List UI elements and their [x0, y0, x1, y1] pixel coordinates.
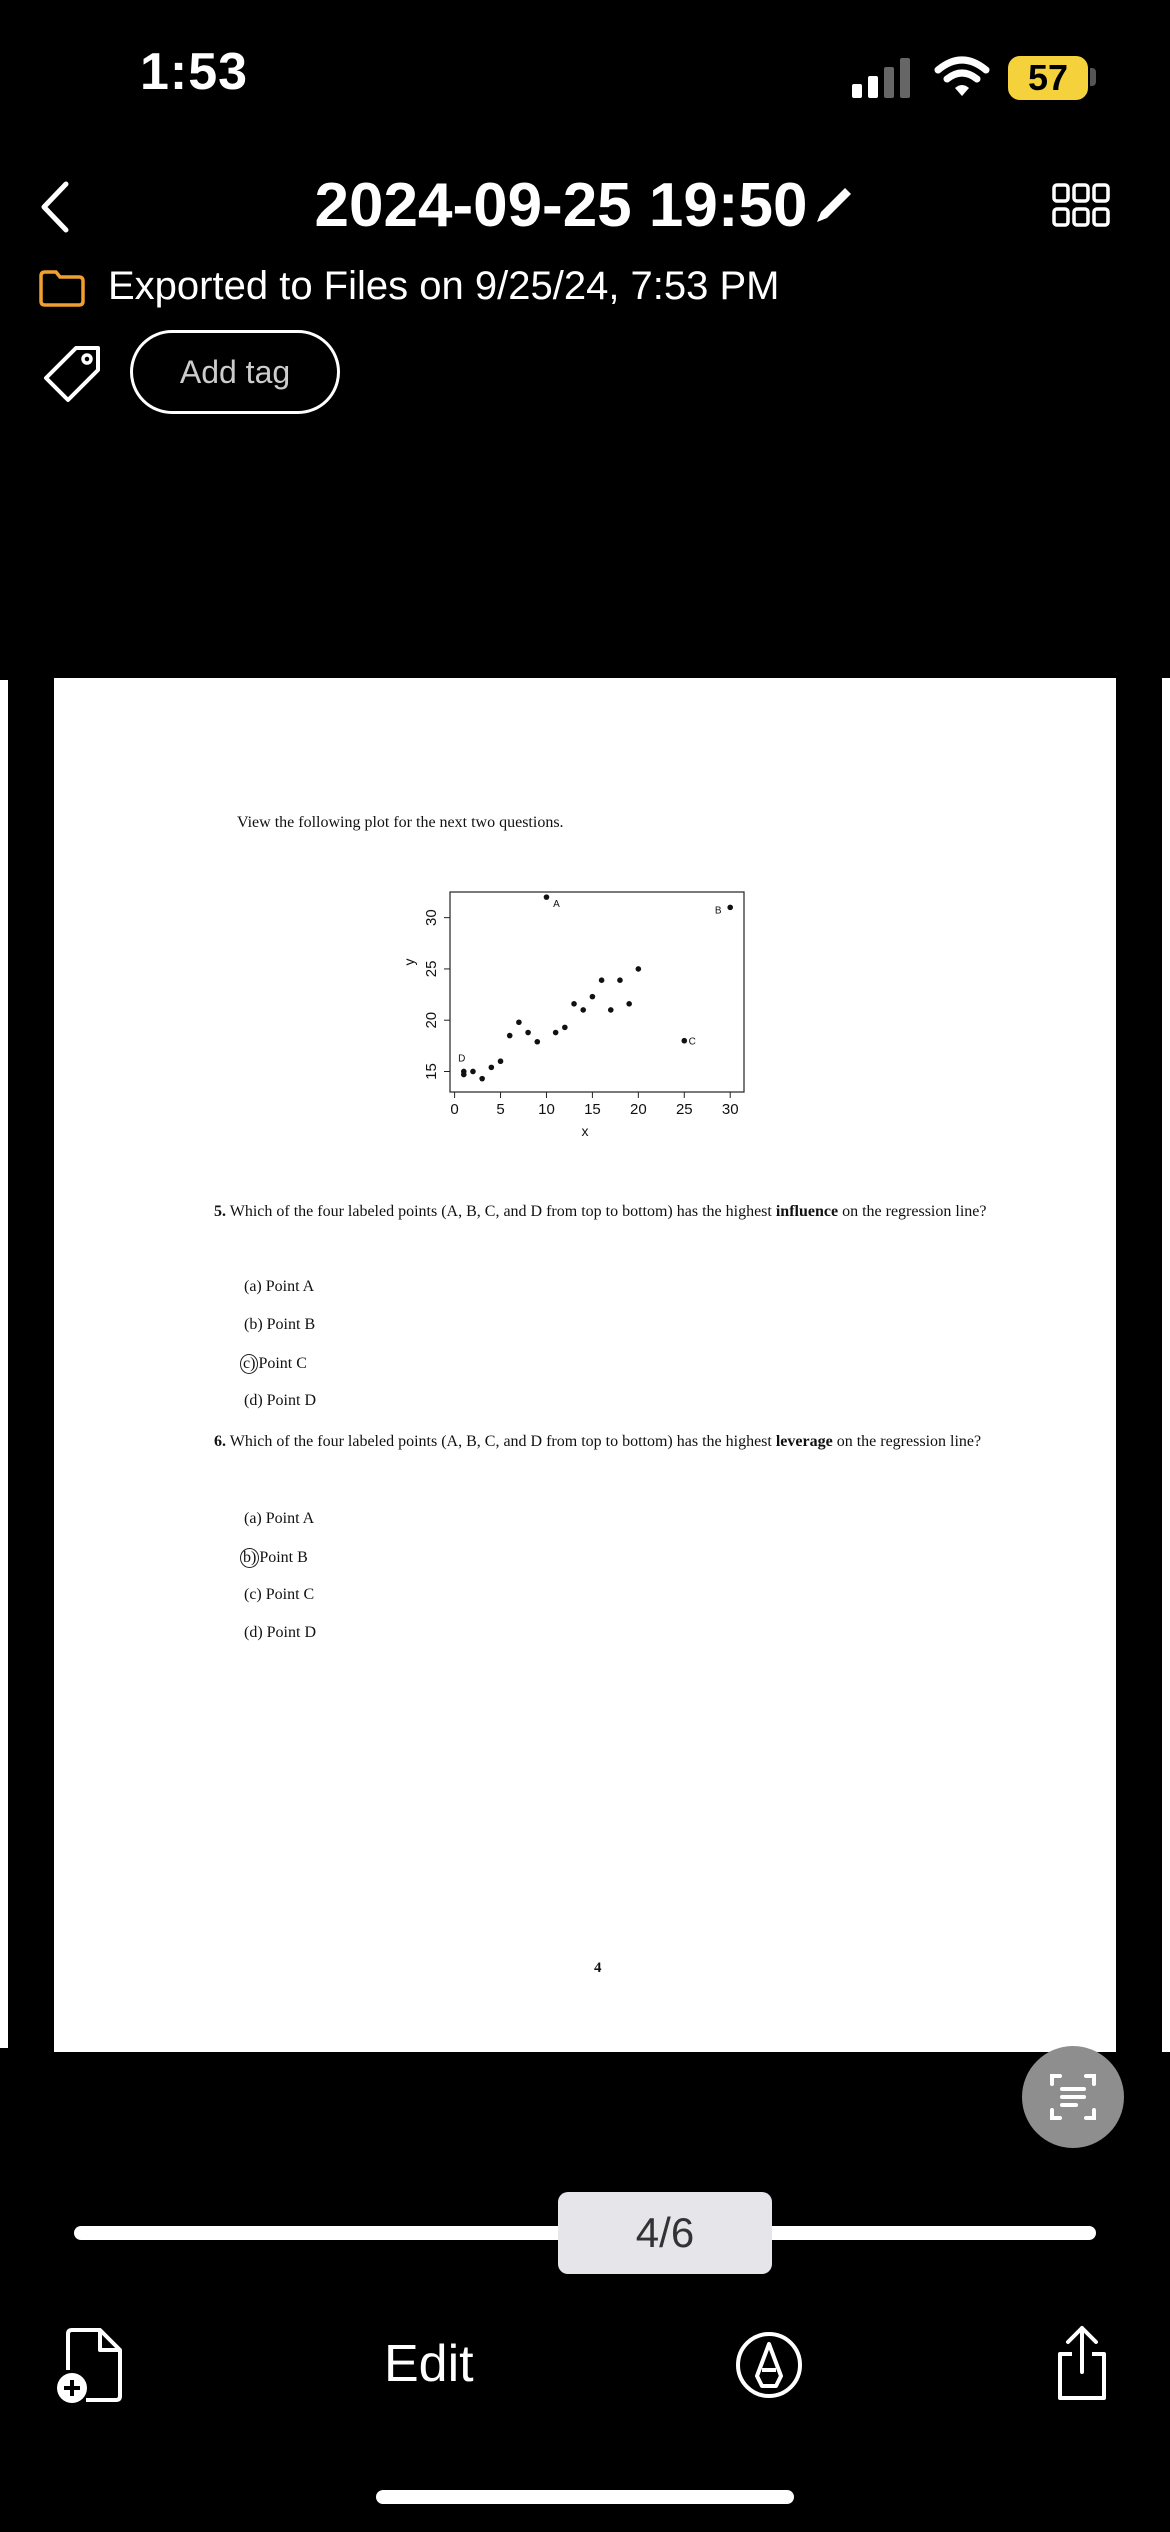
- data-point: [562, 1025, 568, 1031]
- x-tick-label: 5: [496, 1101, 505, 1118]
- markup-icon[interactable]: [734, 2330, 804, 2400]
- question-5-text: Which of the four labeled points (A, B, C, and D from top to bottom) has the highest: [229, 1203, 776, 1220]
- point-label-d: D: [458, 1053, 466, 1065]
- data-point: [571, 1001, 577, 1007]
- labeled-point-c: [681, 1038, 687, 1044]
- page-number: 4: [594, 1960, 602, 1976]
- data-point: [525, 1030, 531, 1036]
- x-tick-label: 10: [538, 1101, 555, 1118]
- point-label-a: A: [553, 899, 560, 911]
- data-point: [516, 1019, 522, 1025]
- q5-option-c: [244, 1354, 307, 1374]
- page-indicator[interactable]: 4/6: [558, 2192, 772, 2274]
- add-tag-button[interactable]: Add tag: [130, 330, 340, 414]
- x-axis-label: x: [581, 1123, 589, 1139]
- live-text-button[interactable]: [1022, 2046, 1124, 2148]
- question-6-text: Which of the four labeled points (A, B, C, and D from top to bottom) has the highest: [229, 1433, 776, 1450]
- point-label-b: B: [714, 905, 722, 917]
- data-point: [498, 1058, 504, 1064]
- data-point: [534, 1039, 540, 1045]
- y-tick-label: 15: [423, 1063, 440, 1080]
- data-point: [470, 1069, 476, 1075]
- y-axis-label: y: [401, 958, 417, 966]
- data-point: [626, 1001, 632, 1007]
- labeled-point-a: [544, 894, 550, 900]
- x-tick-label: 20: [630, 1101, 647, 1118]
- document-page[interactable]: [54, 678, 1116, 2052]
- edit-button[interactable]: Edit: [384, 2335, 474, 2393]
- point-label-c: C: [688, 1036, 696, 1048]
- battery-indicator: 57: [1008, 56, 1088, 100]
- q5-circled-answer: c): [240, 1354, 258, 1374]
- export-info: Exported to Files on 9/25/24, 7:53 PM: [108, 264, 780, 308]
- previous-page-edge[interactable]: [0, 680, 8, 2048]
- live-text-icon: [1022, 2046, 1124, 2148]
- status-time: 1:53: [140, 43, 249, 101]
- share-icon[interactable]: [1052, 2322, 1112, 2404]
- q6-option-a: (a) Point A: [244, 1510, 315, 1527]
- next-page-edge[interactable]: [1162, 678, 1170, 2052]
- q5-option-d: (d) Point D: [244, 1392, 316, 1409]
- q6-option-d: (d) Point D: [244, 1624, 316, 1641]
- question-6: [214, 1426, 1074, 1458]
- data-point: [479, 1076, 485, 1082]
- y-tick-label: 25: [423, 960, 440, 978]
- edit-title-pencil-icon[interactable]: [811, 182, 855, 226]
- q6-option-b-text: Point B: [259, 1549, 308, 1566]
- labeled-point-b: [727, 905, 733, 911]
- x-tick-label: 30: [721, 1101, 739, 1118]
- data-point: [580, 1007, 586, 1013]
- labeled-point-d: [461, 1069, 467, 1075]
- question-5-keyword: influence: [775, 1203, 839, 1220]
- data-point: [636, 966, 642, 972]
- y-tick-label: 30: [423, 909, 440, 926]
- x-tick-label: 0: [450, 1101, 459, 1118]
- battery-cap: [1090, 68, 1096, 86]
- question-5: [214, 1196, 1074, 1228]
- data-point: [489, 1065, 495, 1071]
- data-point: [617, 977, 623, 983]
- doc-intro: View the following plot for the next two questions.: [237, 814, 564, 831]
- q6-circled-answer: b): [240, 1548, 259, 1568]
- q5-option-c-text: Point C: [258, 1355, 307, 1372]
- question-5-tail: on the regression line?: [838, 1203, 987, 1220]
- data-point: [553, 1030, 559, 1036]
- x-tick-label: 15: [584, 1101, 601, 1118]
- q5-option-b: (b) Point B: [244, 1316, 316, 1333]
- scatter-plot: [54, 678, 1116, 2052]
- data-point: [608, 1007, 614, 1013]
- x-tick-label: 25: [675, 1101, 693, 1118]
- data-point: [507, 1033, 513, 1039]
- grid-view-icon[interactable]: [1052, 182, 1110, 230]
- wifi-icon: [934, 56, 990, 98]
- add-page-icon[interactable]: [54, 2326, 126, 2406]
- data-point: [590, 994, 596, 1000]
- title-text: 2024-09-25 19:50: [314, 171, 808, 240]
- question-6-tail: on the regression line?: [832, 1433, 982, 1450]
- home-indicator: [376, 2490, 794, 2504]
- q6-option-b: [244, 1548, 308, 1568]
- q6-option-c: (c) Point C: [244, 1586, 315, 1603]
- plot-frame: [450, 892, 744, 1092]
- question-6-keyword: leverage: [775, 1433, 833, 1450]
- y-tick-label: 20: [423, 1011, 440, 1029]
- question-6-number: 6.: [214, 1433, 226, 1450]
- document-title[interactable]: [0, 170, 1170, 241]
- question-5-number: 5.: [214, 1203, 226, 1220]
- q5-option-a: (a) Point A: [244, 1278, 315, 1295]
- folder-icon: [38, 268, 86, 308]
- data-point: [599, 977, 605, 983]
- cellular-signal-icon: [852, 58, 918, 98]
- tag-icon: [40, 342, 104, 406]
